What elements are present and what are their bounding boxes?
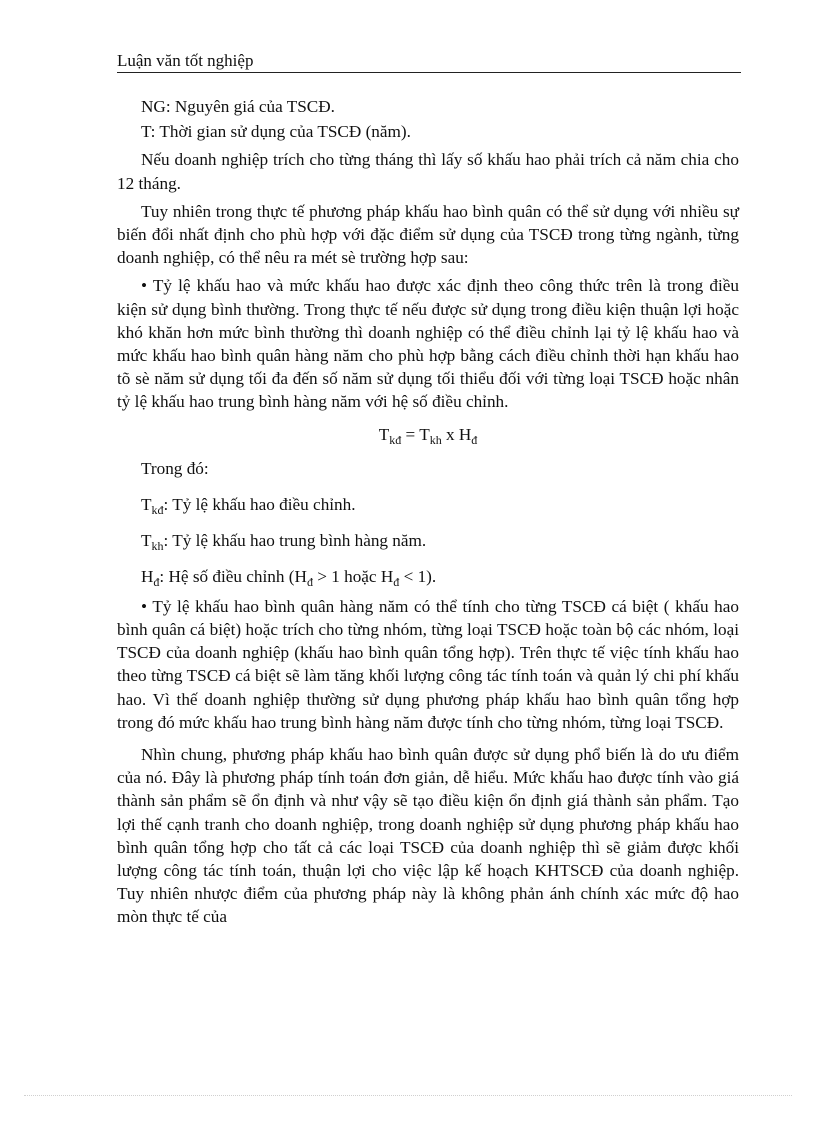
tkd-definition [141,492,739,518]
hd-b-symbol: H [380,566,394,586]
formula-term2-sub: đ [471,432,478,447]
hd-a-symbol: H [294,566,307,586]
document-body [117,95,739,929]
hd-text: : Hệ số điều chỉnh ( [159,566,295,586]
monthly-paragraph: Nếu doanh nghiệp trích cho từng tháng thì lấy số khấu hao phải trích cả năm chia cho 12 tháng. [117,150,739,193]
page-bottom-divider [24,1095,792,1096]
tkd-sub: kđ [151,502,164,517]
tkh-symbol: T [141,530,152,550]
tkd-symbol: T [141,494,152,514]
hd-sub: đ [153,574,160,589]
hd-b-sub: đ [393,574,400,589]
formula-times: x [441,424,459,444]
tkd-text: : Tỷ lệ khấu hao điều chỉnh. [163,494,356,514]
tkh-definition [141,528,739,554]
tkh-text: : Tỷ lệ khấu hao trung bình hàng năm. [163,530,427,550]
ng-definition: NG: Nguyên giá của TSCĐ. [141,97,335,116]
formula-lhs: T [378,424,390,444]
bullet-adjustment-paragraph: • Tỷ lệ khấu hao và mức khấu hao được xác định theo công thức trên là trong điều kiện sử dụng bình thường. Trong thực tế nếu được sử dụng trong điều kiện thuận lợi hoặc khó khăn hơn mức bình thường thì doanh nghiệp có thể điều chỉnh lại tỷ lệ khấu hao và mức khấu hao bình quân hàng năm cho phù hợp bằng cách điều chỉnh thời hạn khấu hao tõ sè năm sử dụng tối đa đến số năm sử dụng tối thiểu đối với từng loại TSCĐ hoặc nhân tỷ lệ khấu hao trung bình hàng năm với hệ số điều chỉnh. [117,276,739,412]
tkh-sub: kh [151,538,164,553]
hd-symbol: H [141,566,154,586]
conclusion-paragraph: Nhìn chung, phương pháp khấu hao bình quân được sử dụng phổ biến là do ưu điểm của nó. Đây là phương pháp tính toán đơn giản, dễ hiểu. Mức khấu hao được tính vào giá thành sản phẩm sẽ ổn định và như vậy sẽ tạo điều kiện ổn định giá thành sản phẩm. Tạo lợi thế cạnh tranh cho doanh nghiệp, trong doanh nghiệp sử dụng phương pháp khấu hao bình quân tổng hợp cho tất cả các loại TSCĐ của doanh nghiệp thì sẽ giảm được khối lượng công tác tính toán, thuận lợi cho việc lập kế hoạch KHTSCĐ của doanh nghiệp. Tuy nhiên nhược điểm của phương pháp này là không phản ánh chính xác mức độ hao mòn thực tế của [117,745,739,927]
header-title: Luận văn tốt nghiệp [117,51,254,70]
however-paragraph: Tuy nhiên trong thực tế phương pháp khấu hao bình quân có thể sử dụng với nhiều sự biến đổi nhất định cho phù hợp với đặc điểm sử dụng của TSCĐ trong từng ngành, từng doanh nghiệp, có thể nêu ra mét sè trường hợp sau: [117,201,739,268]
where-label: Trong đó: [141,458,209,478]
adjustment-formula [117,423,739,446]
formula-term1-sub: kh [429,432,442,447]
hd-definition [141,564,739,590]
hd-greater: > 1 hoặc [312,566,381,586]
page-header [117,50,741,73]
formula-lhs-sub: kđ [389,432,402,447]
hd-a-sub: đ [306,574,313,589]
formula-term1: T [419,424,430,444]
formula-term2: H [458,424,472,444]
formula-equals: = [401,424,420,444]
hd-less: < 1). [399,566,437,586]
bullet-average-paragraph: • Tỷ lệ khấu hao bình quân hàng năm có thể tính cho từng TSCĐ cá biệt ( khấu hao bình quân cá biệt) hoặc trích cho từng nhóm, từng loại TSCĐ hoặc toàn bộ các nhóm, loại TSCĐ của doanh nghiệp (khấu hao bình quân tổng hợp). Trên thực tế việc tính khấu hao theo từng TSCĐ cá biệt sẽ làm tăng khối lượng công tác tính toán và quản lý chi phí khấu hao. Vì thế doanh nghiệp thường sử dụng phương pháp khấu hao bình quân tổng hợp trong đó mức khấu hao trung bình hàng năm được tính cho từng nhóm, từng loại TSCĐ. [117,596,739,732]
t-definition: T: Thời gian sử dụng của TSCĐ (năm). [141,122,411,142]
